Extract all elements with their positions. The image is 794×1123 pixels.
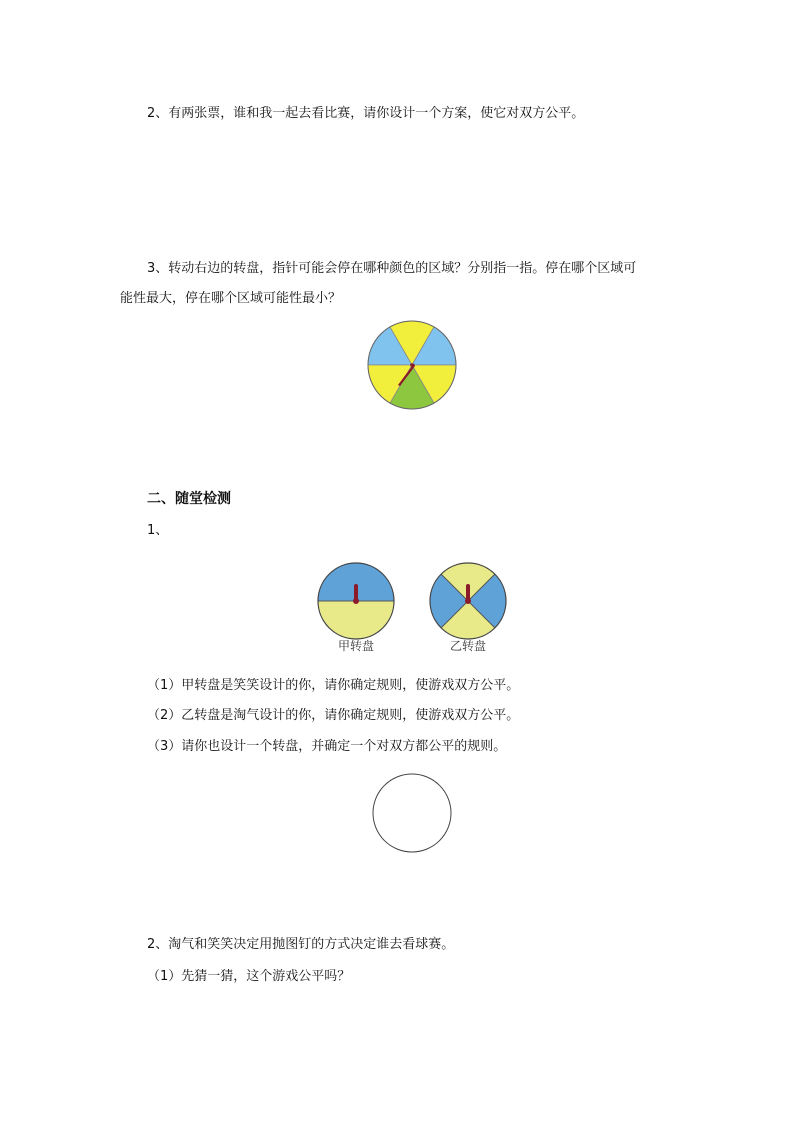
item-2-text: 2、淘气和笑笑决定用抛图钉的方式决定谁去看球赛。: [147, 937, 455, 952]
six-section-spinner: [362, 315, 462, 415]
question-3-line2: 能性最大，停在哪个区域可能性最小？: [120, 291, 342, 306]
spinner-a-caption: 甲转盘: [337, 639, 374, 653]
spinner-a: [316, 561, 396, 641]
sub-question-1: （1）甲转盘是笑笑设计的你，请你确定规则，使游戏双方公平。: [147, 678, 520, 693]
sub-question-2: （2）乙转盘是淘气设计的你，请你确定规则，使游戏双方公平。: [147, 708, 520, 723]
section-heading: 二、随堂检测: [147, 491, 231, 507]
item-1-label: 1、: [147, 523, 169, 538]
item-2-sub-1: （1）先猜一猜，这个游戏公平吗？: [147, 969, 351, 984]
question-2-text: 2、有两张票，谁和我一起去看比赛，请你设计一个方案，使它对双方公平。: [147, 106, 585, 121]
spinner-b-caption: 乙转盘: [449, 639, 486, 653]
blank-spinner-circle: [371, 772, 453, 854]
spinner-b: [428, 561, 508, 641]
sub-question-3: （3）请你也设计一个转盘，并确定一个对双方都公平的规则。: [147, 739, 507, 754]
question-3-line1: 3、转动右边的转盘，指针可能会停在哪种颜色的区域？分别指一指。停在哪个区域可: [147, 261, 637, 276]
